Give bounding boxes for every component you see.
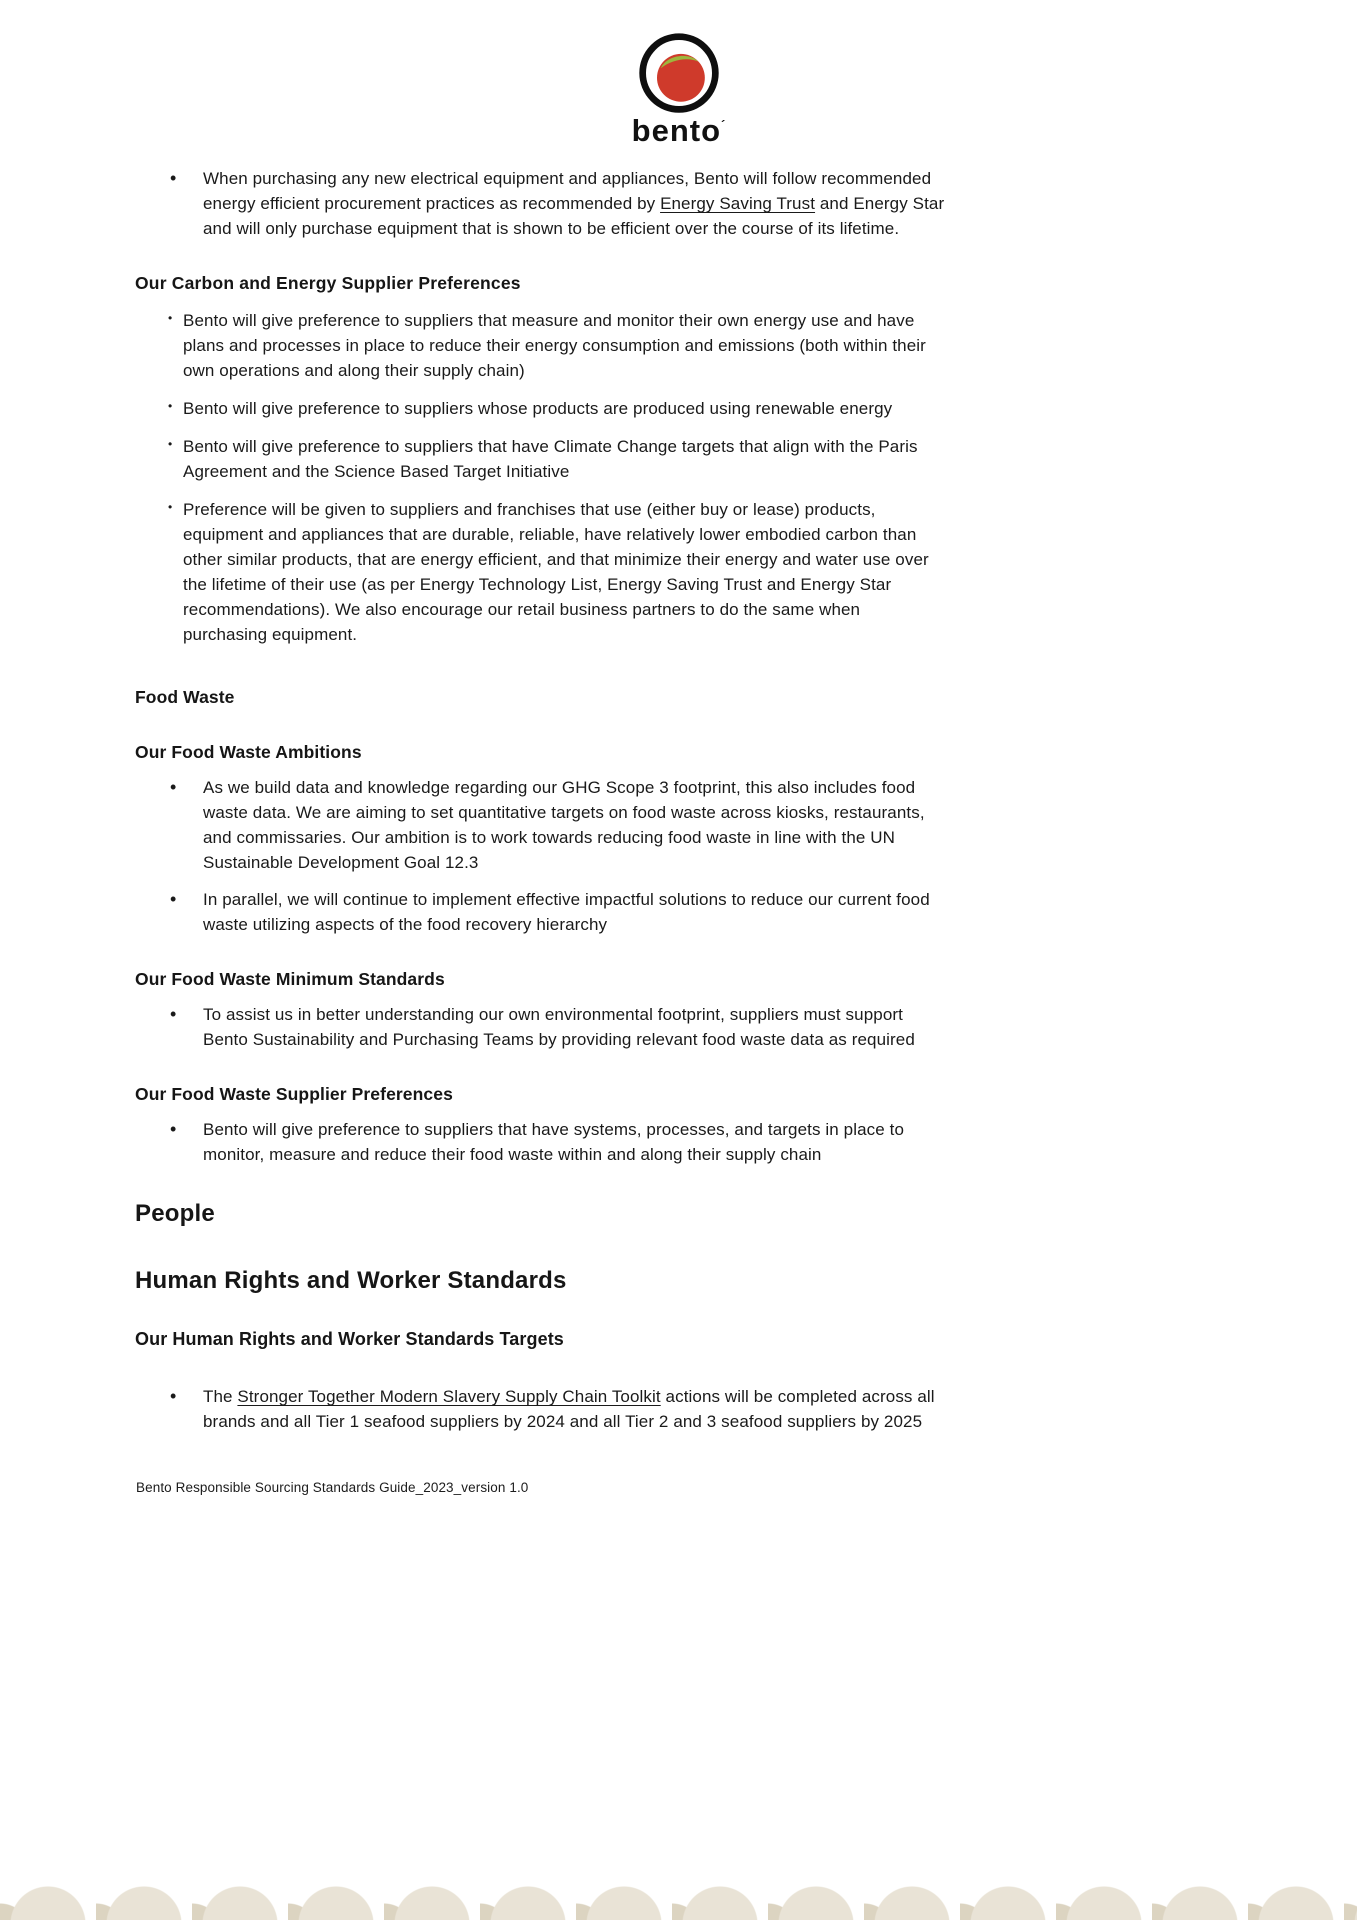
food-waste-ambitions-list	[135, 775, 947, 937]
hr-text-before: The	[203, 1387, 238, 1407]
bullet-text: • Bento will give preference to suppliers that have Climate Change targets that align with the Paris Agreement and the Science Based Target Initiative	[183, 437, 918, 482]
bullet-text: • Bento will give preference to suppliers that have systems, processes, and targets in place to monitor, measure and reduce their food waste within and along their supply chain	[203, 1120, 904, 1165]
decorative-scallop-border	[0, 1858, 1357, 1920]
list-item	[168, 308, 947, 383]
logo-wordmark-text: bento	[631, 113, 722, 148]
bullet-text: • Bento will give preference to suppliers that measure and monitor their own energy use and have plans and processes in place to reduce their energy consumption and emissions (both within their own operations and along their supply chain)	[183, 311, 926, 381]
intro-bullet-list	[135, 166, 947, 241]
list-item	[170, 166, 947, 241]
food-waste-ambitions-heading: Our Food Waste Ambitions	[135, 742, 362, 763]
list-item	[170, 1002, 947, 1052]
document-content	[135, 166, 947, 1434]
food-waste-supplier-list	[135, 1117, 947, 1167]
list-item	[168, 434, 947, 484]
human-rights-bullet-list	[135, 1384, 947, 1434]
list-item	[170, 887, 947, 937]
food-waste-supplier-heading: Our Food Waste Supplier Preferences	[135, 1084, 453, 1105]
food-waste-heading: Food Waste	[135, 687, 235, 708]
list-item	[168, 396, 947, 421]
intro-text-before: When purchasing any new electrical equipment and appliances, Bento will follow recommended energy efficient procurement practices as recommended by	[203, 169, 932, 214]
human-rights-targets-heading: Our Human Rights and Worker Standards Targets	[135, 1329, 564, 1350]
carbon-energy-heading: Our Carbon and Energy Supplier Preferences	[135, 273, 521, 294]
bullet-text: • As we build data and knowledge regarding our GHG Scope 3 footprint, this also includes food waste data. We are aiming to set quantitative targets on food waste across kiosks, restaurants, and commissaries. Our ambition is to work towards reducing food waste in line with the UN Sustainable Development Goal 12.3	[203, 778, 925, 873]
list-item	[168, 497, 947, 647]
hr-text-after: actions will be completed across all brands and all Tier 1 seafood suppliers by 2024 and all Tier 2 and 3 seafood suppliers by 2025	[203, 1387, 935, 1432]
logo	[0, 0, 1357, 148]
list-item	[170, 1384, 947, 1434]
intro-text-after: and Energy Star and will only purchase equipment that is shown to be efficient over the course of its lifetime.	[203, 194, 945, 239]
logo-trademark-mark: ´	[721, 117, 726, 133]
food-waste-minimum-list	[135, 1002, 947, 1052]
bento-logo-icon	[635, 30, 723, 118]
food-waste-minimum-heading: Our Food Waste Minimum Standards	[135, 969, 445, 990]
stronger-together-toolkit-link[interactable]: Stronger Together Modern Slavery Supply Chain Toolkit	[237, 1387, 661, 1407]
energy-saving-trust-link[interactable]: Energy Saving Trust	[660, 194, 816, 214]
human-rights-bullet-text	[203, 1384, 947, 1434]
intro-bullet-text	[203, 166, 947, 241]
people-heading: People	[135, 1200, 215, 1228]
bullet-text: • Preference will be given to suppliers and franchises that use (either buy or lease) products, equipment and appliances that are durable, reliable, have relatively lower embodied carbon than other similar products, that are energy efficient, and that minimize their energy and water use over the lifetime of their use (as per Energy Technology List, Energy Saving Trust and Energy Star recommendations). We also encourage our retail business partners to do the same when purchasing equipment.	[183, 500, 929, 645]
carbon-energy-bullet-list	[135, 308, 947, 647]
bullet-text: • To assist us in better understanding our own environmental footprint, suppliers must support Bento Sustainability and Purchasing Teams by providing relevant food waste data as required	[203, 1005, 915, 1050]
list-item	[170, 1117, 947, 1167]
bullet-text: • In parallel, we will continue to implement effective impactful solutions to reduce our current food waste utilizing aspects of the food recovery hierarchy	[203, 890, 930, 935]
human-rights-heading: Human Rights and Worker Standards	[135, 1267, 567, 1295]
bullet-text: • Bento will give preference to suppliers whose products are produced using renewable energy	[183, 399, 893, 419]
page-footer: Bento Responsible Sourcing Standards Guide_2023_version 1.0	[136, 1480, 529, 1495]
list-item	[170, 775, 947, 875]
logo-wordmark	[632, 114, 726, 148]
